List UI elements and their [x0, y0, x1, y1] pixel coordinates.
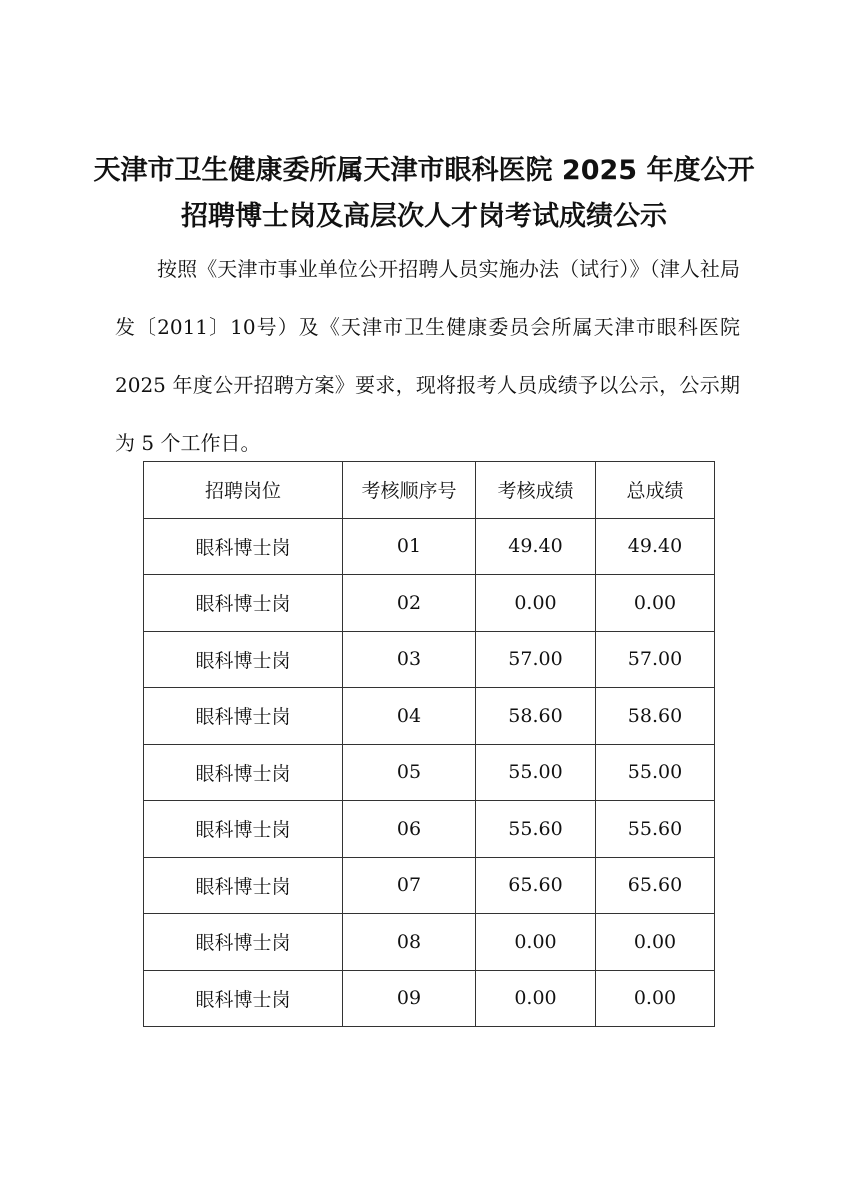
table-row — [144, 744, 715, 801]
header-exam-score: 考核成绩 — [476, 462, 596, 519]
cell-exam-score: 57.00 — [476, 631, 596, 688]
cell-total-score: 49.40 — [596, 518, 715, 575]
cell-position: 眼科博士岗 — [144, 744, 343, 801]
cell-total-score: 55.60 — [596, 801, 715, 858]
cell-exam-score: 49.40 — [476, 518, 596, 575]
header-exam-number: 考核顺序号 — [343, 462, 476, 519]
cell-position: 眼科博士岗 — [144, 688, 343, 745]
cell-exam-score: 0.00 — [476, 970, 596, 1027]
cell-exam-score: 58.60 — [476, 688, 596, 745]
cell-exam-number: 06 — [343, 801, 476, 858]
cell-total-score: 0.00 — [596, 914, 715, 971]
table-row — [144, 914, 715, 971]
cell-total-score: 58.60 — [596, 688, 715, 745]
cell-total-score: 65.60 — [596, 857, 715, 914]
cell-exam-number: 02 — [343, 575, 476, 632]
cell-exam-number: 01 — [343, 518, 476, 575]
cell-exam-score: 55.60 — [476, 801, 596, 858]
cell-exam-number: 09 — [343, 970, 476, 1027]
announcement-paragraph: 按照《天津市事业单位公开招聘人员实施办法（试行）》（津人社局发〔2011〕10号）及《天津市卫生健康委员会所属天津市眼科医院2025 年度公开招聘方案》要求，现将报考人员成绩予以公示，公示期为 5 个工作日。 — [115, 257, 740, 455]
cell-position: 眼科博士岗 — [144, 970, 343, 1027]
header-position: 招聘岗位 — [144, 462, 343, 519]
cell-exam-number: 04 — [343, 688, 476, 745]
cell-total-score: 55.00 — [596, 744, 715, 801]
table-row — [144, 631, 715, 688]
table-row — [144, 970, 715, 1027]
score-table — [143, 461, 715, 1027]
cell-exam-number: 03 — [343, 631, 476, 688]
cell-exam-score: 55.00 — [476, 744, 596, 801]
cell-exam-number: 05 — [343, 744, 476, 801]
table-row — [144, 801, 715, 858]
cell-total-score: 0.00 — [596, 575, 715, 632]
cell-position: 眼科博士岗 — [144, 801, 343, 858]
table-row — [144, 575, 715, 632]
cell-exam-score: 65.60 — [476, 857, 596, 914]
table-row — [144, 518, 715, 575]
cell-position: 眼科博士岗 — [144, 518, 343, 575]
cell-position: 眼科博士岗 — [144, 857, 343, 914]
cell-position: 眼科博士岗 — [144, 631, 343, 688]
table-row — [144, 688, 715, 745]
table-header-row — [144, 462, 715, 519]
cell-exam-score: 0.00 — [476, 914, 596, 971]
cell-exam-number: 08 — [343, 914, 476, 971]
page-title-line-2: 招聘博士岗及高层次人才岗考试成绩公示 — [181, 201, 667, 232]
page-title-line-1: 天津市卫生健康委所属天津市眼科医院 2025 年度公开 — [93, 155, 755, 186]
cell-position: 眼科博士岗 — [144, 914, 343, 971]
cell-total-score: 57.00 — [596, 631, 715, 688]
cell-position: 眼科博士岗 — [144, 575, 343, 632]
header-total-score: 总成绩 — [596, 462, 715, 519]
cell-total-score: 0.00 — [596, 970, 715, 1027]
cell-exam-score: 0.00 — [476, 575, 596, 632]
cell-exam-number: 07 — [343, 857, 476, 914]
table-row — [144, 857, 715, 914]
